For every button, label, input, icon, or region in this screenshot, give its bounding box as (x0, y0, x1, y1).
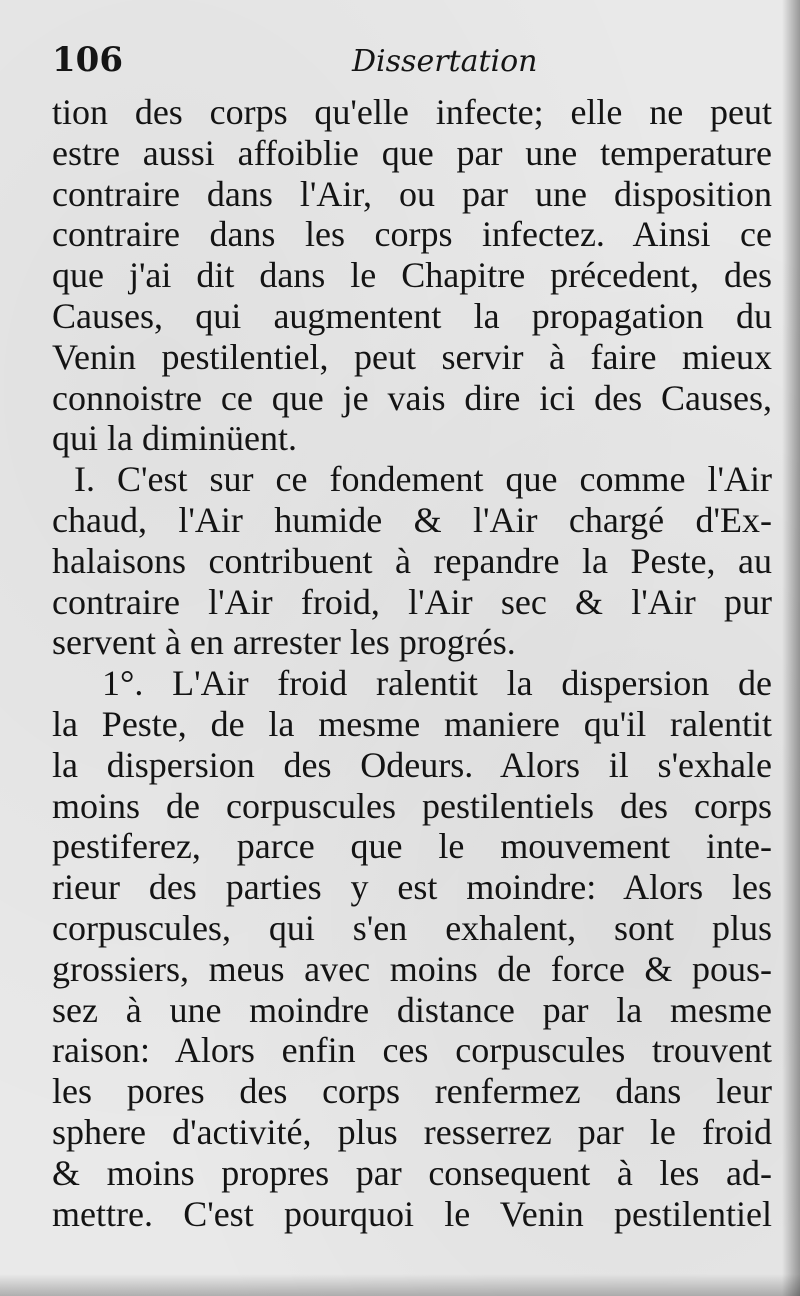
page-number: 106 (52, 40, 123, 80)
text-line: sez à une moindre distance par la mesme (52, 989, 772, 1030)
text-line: Venin pestilentiel, peut servir à faire mieux (52, 336, 772, 377)
text-line: contraire dans l'Air, ou par une disposition (52, 173, 772, 214)
text-line: connoistre ce que je vais dire ici des Causes, (52, 377, 772, 418)
text-line: les pores des corps renfermez dans leur (52, 1071, 772, 1112)
text-line: halaisons contribuent à repandre la Peste, au (52, 540, 772, 581)
text-line: I. C'est sur ce fondement que comme l'Air (74, 459, 772, 500)
running-head: Dissertation (352, 44, 538, 79)
text-line: la dispersion des Odeurs. Alors il s'exhale (52, 744, 772, 785)
text-line: & moins propres par consequent à les ad- (52, 1152, 772, 1193)
text-line: sphere d'activité, plus resserrez par le froid (52, 1111, 772, 1152)
text-line: la Peste, de la mesme maniere qu'il ralentit (52, 703, 772, 744)
text-line: pestiferez, parce que le mouvement inte- (52, 826, 772, 867)
text-line: contraire dans les corps infectez. Ainsi ce (52, 214, 772, 255)
text-line: contraire l'Air froid, l'Air sec & l'Air pur (52, 581, 772, 622)
text-line: mettre. C'est pourquoi le Venin pestilentiel (52, 1193, 772, 1234)
text-line: que j'ai dit dans le Chapitre précedent, des (52, 255, 772, 296)
text-line: servent à en arrester les progrés. (52, 622, 516, 663)
text-line: grossiers, meus avec moins de force & pous- (52, 948, 772, 989)
text-line: qui la diminüent. (52, 418, 297, 459)
text-line: estre aussi affoiblie que par une temperature (52, 132, 772, 173)
text-line: raison: Alors enfin ces corpuscules trouvent (52, 1030, 772, 1071)
text-line: tion des corps qu'elle infecte; elle ne peut (52, 92, 772, 132)
text-line: rieur des parties y est moindre: Alors les (52, 867, 772, 908)
body-text (52, 92, 772, 1234)
text-line: 1°. L'Air froid ralentit la dispersion de (102, 663, 772, 704)
text-line: moins de corpuscules pestilentiels des corps (52, 785, 772, 826)
text-line: Causes, qui augmentent la propagation du (52, 295, 772, 336)
page-edge-shadow (782, 0, 800, 1296)
text-line: corpuscules, qui s'en exhalent, sont plus (52, 907, 772, 948)
text-line: chaud, l'Air humide & l'Air chargé d'Ex- (52, 499, 772, 540)
page-bottom-shadow (0, 1274, 800, 1296)
page-header (52, 40, 772, 90)
